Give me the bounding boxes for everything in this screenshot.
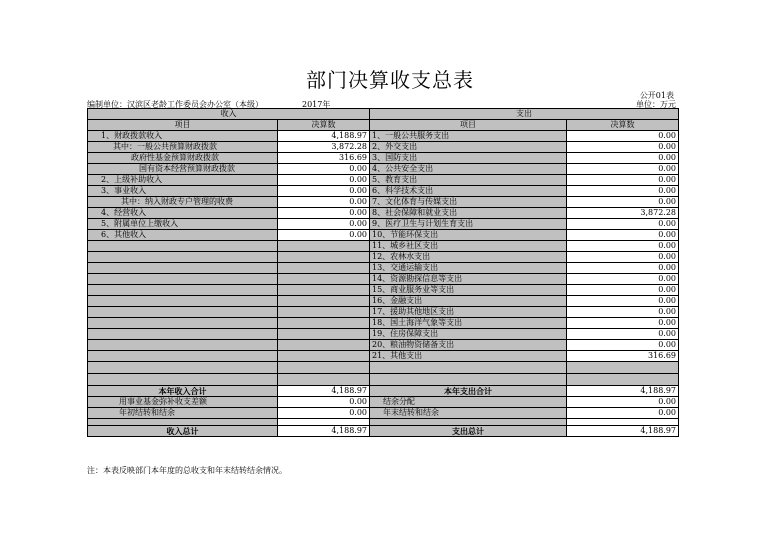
expense-amount: 0.00: [567, 397, 679, 408]
table-row: [88, 153, 679, 164]
currency-unit: 单位：万元: [636, 100, 676, 109]
expense-label: 21、其他支出: [370, 351, 567, 362]
expense-amount: 0.00: [567, 219, 679, 230]
expense-amount: 0.00: [567, 318, 679, 329]
income-amount: [278, 329, 370, 340]
expense-amount: 3,872.28: [567, 208, 679, 219]
expense-label: 17、援助其他地区支出: [370, 307, 567, 318]
income-grand-total-amount: 4,188.97: [278, 426, 370, 437]
income-amount: 0.00: [278, 397, 370, 408]
income-amount: 4,188.97: [278, 131, 370, 142]
expense-amount: 0.00: [567, 263, 679, 274]
income-amount: 0.00: [278, 186, 370, 197]
income-item-header: 项目: [88, 120, 278, 131]
income-amount: [278, 296, 370, 307]
income-label: [88, 252, 278, 263]
income-label: [88, 274, 278, 285]
income-amount: 0.00: [278, 197, 370, 208]
annual-expense-total-amount: 4,188.97: [567, 386, 679, 397]
expense-grand-total-label: 支出总计: [370, 426, 567, 437]
table-row: [88, 285, 679, 296]
income-label: [88, 318, 278, 329]
income-amount: 0.00: [278, 230, 370, 241]
income-label: [88, 340, 278, 351]
expense-label: 15、商业服务业等支出: [370, 285, 567, 296]
expense-amount: 0.00: [567, 131, 679, 142]
page-title: 部门决算收支总表: [306, 68, 474, 92]
income-amount-header: 决算数: [278, 120, 370, 131]
table-row: [88, 131, 679, 142]
expense-label: 7、文化体育与传媒支出: [370, 197, 567, 208]
expense-label: 2、外交支出: [370, 142, 567, 153]
income-amount: 316.69: [278, 153, 370, 164]
expense-label: 6、科学技术支出: [370, 186, 567, 197]
spacer-row: [88, 362, 679, 374]
income-label: [88, 307, 278, 318]
table-row: [88, 351, 679, 362]
income-label: [88, 263, 278, 274]
expense-amount: 0.00: [567, 230, 679, 241]
income-amount: 3,872.28: [278, 142, 370, 153]
expense-item-header: 项目: [370, 120, 567, 131]
income-amount: [278, 340, 370, 351]
table-row: [88, 164, 679, 175]
income-label: [88, 351, 278, 362]
expense-amount: 0.00: [567, 252, 679, 263]
income-label: 政府性基金预算财政拨款: [88, 153, 278, 164]
expense-label: 11、城乡社区支出: [370, 241, 567, 252]
income-label: 1、财政拨款收入: [88, 131, 278, 142]
table-row: [88, 318, 679, 329]
income-label: 其中：纳入财政专户管理的收费: [88, 197, 278, 208]
income-amount: [278, 351, 370, 362]
income-amount: 0.00: [278, 408, 370, 419]
expense-amount: 0.00: [567, 142, 679, 153]
expense-amount: 0.00: [567, 197, 679, 208]
income-header: 收入: [88, 109, 370, 120]
annual-income-total-amount: 4,188.97: [278, 386, 370, 397]
income-label: 4、经营收入: [88, 208, 278, 219]
table-row: [88, 241, 679, 252]
expense-label: 5、教育支出: [370, 175, 567, 186]
grand-total-row: [88, 426, 679, 437]
form-number: 公开01表: [639, 91, 674, 100]
income-label: 其中：一般公共预算财政拨款: [88, 142, 278, 153]
expense-amount: 0.00: [567, 153, 679, 164]
expense-label: 9、医疗卫生与计划生育支出: [370, 219, 567, 230]
annual-total-row: [88, 386, 679, 397]
table-row: [88, 296, 679, 307]
spacer-row: [88, 374, 679, 386]
income-label: [88, 329, 278, 340]
fiscal-year: 2017年: [302, 100, 331, 109]
expense-grand-total-amount: 4,188.97: [567, 426, 679, 437]
income-grand-total-label: 收入总计: [88, 426, 278, 437]
meta-line: [87, 99, 676, 108]
table-row: [88, 329, 679, 340]
expense-label: 14、资源勘探信息等支出: [370, 274, 567, 285]
table-row: [88, 397, 679, 408]
table-row: [88, 340, 679, 351]
table-row: [88, 142, 679, 153]
income-amount: [278, 252, 370, 263]
income-amount: [278, 285, 370, 296]
table-row: [88, 307, 679, 318]
annual-income-total-label: 本年收入合计: [88, 386, 278, 397]
expense-label: 20、粮油物资储备支出: [370, 340, 567, 351]
table-row: [88, 263, 679, 274]
table-row: [88, 252, 679, 263]
expense-label: 19、住房保障支出: [370, 329, 567, 340]
expense-amount: 0.00: [567, 274, 679, 285]
table-row: [88, 197, 679, 208]
expense-amount: 0.00: [567, 329, 679, 340]
table-row: [88, 175, 679, 186]
income-amount: 0.00: [278, 219, 370, 230]
income-label: 国有资本经营预算财政拨款: [88, 164, 278, 175]
expense-amount: 0.00: [567, 186, 679, 197]
income-amount: [278, 274, 370, 285]
income-label: 6、其他收入: [88, 230, 278, 241]
income-amount: [278, 318, 370, 329]
annual-expense-total-label: 本年支出合计: [370, 386, 567, 397]
expense-amount: 0.00: [567, 408, 679, 419]
expense-label: 年末结转和结余: [370, 408, 567, 419]
income-label: 5、附属单位上缴收入: [88, 219, 278, 230]
expense-label: 3、国防支出: [370, 153, 567, 164]
expense-amount-header: 决算数: [567, 120, 679, 131]
expense-label: 8、社会保障和就业支出: [370, 208, 567, 219]
expense-amount: 0.00: [567, 285, 679, 296]
income-label: 2、上级补助收入: [88, 175, 278, 186]
table-row: [88, 186, 679, 197]
expense-label: 13、交通运输支出: [370, 263, 567, 274]
table-row: [88, 408, 679, 419]
expense-label: 1、一般公共服务支出: [370, 131, 567, 142]
income-label: 3、事业收入: [88, 186, 278, 197]
income-label: [88, 296, 278, 307]
income-amount: 0.00: [278, 175, 370, 186]
expense-label: 结余分配: [370, 397, 567, 408]
expense-amount: 0.00: [567, 241, 679, 252]
expense-label: 16、金融支出: [370, 296, 567, 307]
footnote: 注：本表反映部门本年度的总收支和年末结转结余情况。: [87, 466, 287, 475]
income-amount: [278, 263, 370, 274]
expense-amount: 0.00: [567, 164, 679, 175]
compiling-unit: 编制单位：汉滨区老龄工作委员会办公室（本级）: [87, 100, 263, 109]
expense-header: 支出: [370, 109, 679, 120]
expense-amount: 0.00: [567, 296, 679, 307]
expense-label: 12、农林水支出: [370, 252, 567, 263]
expense-label: 10、节能环保支出: [370, 230, 567, 241]
table-row: [88, 274, 679, 285]
income-label: [88, 285, 278, 296]
expense-amount: 0.00: [567, 175, 679, 186]
table-row: [88, 219, 679, 230]
spacer-row: [88, 419, 679, 426]
income-amount: 0.00: [278, 208, 370, 219]
income-amount: [278, 241, 370, 252]
expense-amount: 0.00: [567, 307, 679, 318]
expense-label: 4、公共安全支出: [370, 164, 567, 175]
expense-amount: 0.00: [567, 340, 679, 351]
income-label: [88, 241, 278, 252]
income-label: 年初结转和结余: [88, 408, 278, 419]
income-label: 用事业基金弥补收支差额: [88, 397, 278, 408]
income-amount: [278, 307, 370, 318]
table-row: [88, 208, 679, 219]
budget-summary-table: [87, 108, 679, 437]
expense-label: 18、国土海洋气象等支出: [370, 318, 567, 329]
expense-amount: 316.69: [567, 351, 679, 362]
income-amount: 0.00: [278, 164, 370, 175]
table-row: [88, 230, 679, 241]
